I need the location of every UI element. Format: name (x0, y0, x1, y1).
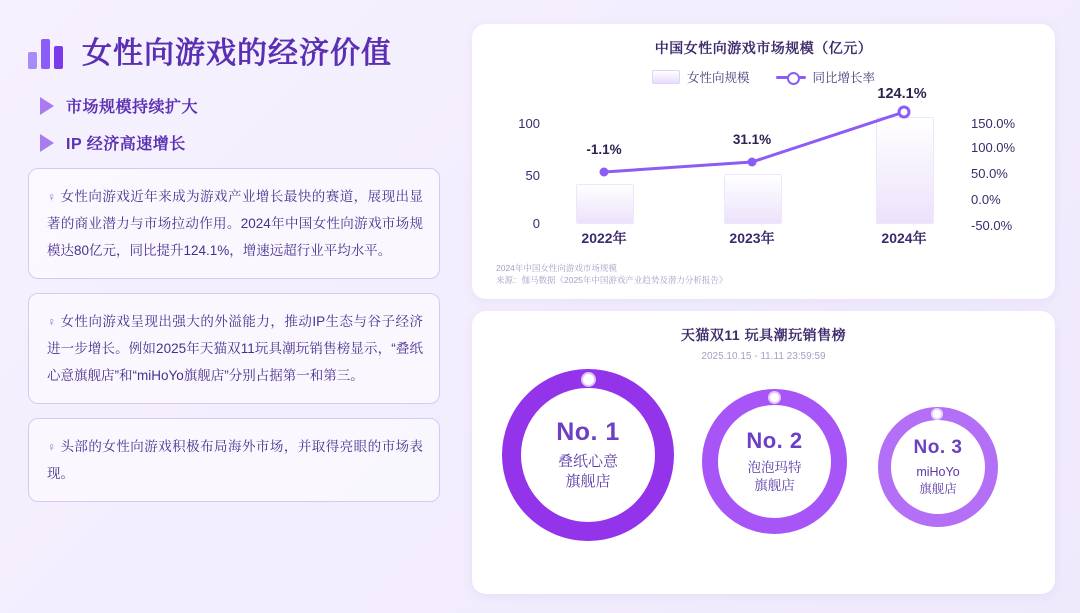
left-column (0, 0, 470, 613)
page-title-row (28, 28, 470, 72)
bullet-label: 市场规模持续扩大 (66, 99, 199, 116)
tmall-ranking-card (472, 311, 1055, 594)
left-axis-tick: 0 (532, 216, 540, 231)
rank-label-2: No. 2 (746, 427, 803, 453)
x-label-2023: 2023年 (729, 230, 775, 246)
ring-marker-dot-icon (933, 410, 941, 418)
x-label-2024: 2024年 (881, 230, 927, 246)
rank-label-3: No. 3 (913, 436, 963, 458)
ring-marker-dot-icon (770, 393, 779, 402)
rank-ring-2 (702, 389, 847, 534)
info-card-text: ♀ 女性向游戏近年来成为游戏产业增长最快的赛道，展现出显著的商业潜力与市场拉动作用。2024年中国女性向游戏市场规模达80亿元，同比提升124.1%，增速远超行业平均水平。 (47, 189, 424, 258)
ranking-title: 天猫双11 玩具潮玩销售榜 (680, 327, 847, 343)
right-axis-tick: 100.0% (971, 140, 1016, 155)
x-label-2022: 2022年 (581, 230, 627, 246)
info-card (28, 168, 440, 279)
triangle-bullet-icon (40, 134, 54, 152)
rank-ring-3 (878, 407, 998, 527)
info-card-text: ♀ 头部的女性向游戏积极布局海外市场，并取得亮眼的市场表现。 (47, 439, 424, 481)
chart-source (496, 262, 727, 288)
chart-plot-area (488, 86, 1039, 246)
data-labels (546, 86, 961, 224)
right-axis-tick: -50.0% (971, 218, 1013, 233)
left-axis-tick: 50 (525, 168, 540, 183)
rank-ring-1 (502, 369, 674, 541)
page-title: 女性向游戏的经济价值 (82, 37, 392, 70)
bullet-label: IP 经济高速增长 (66, 136, 186, 153)
right-axis-tick: 0.0% (971, 192, 1001, 207)
right-axis-tick: 50.0% (971, 166, 1008, 181)
data-label-2022: -1.1% (586, 142, 622, 157)
market-size-chart-card (472, 24, 1055, 299)
bullet-item (40, 94, 470, 117)
ranking-rings (472, 369, 1055, 584)
rank-store-2: 泡泡玛特 旗舰店 (747, 459, 802, 493)
rank-store-1: 叠纸心意 旗舰店 (557, 452, 618, 490)
chart-source-line-1: 2024年中国女性向游戏市场规模 (496, 262, 617, 273)
bullet-item (40, 131, 470, 154)
info-card (28, 293, 440, 404)
rank-label-1: No. 1 (556, 417, 620, 446)
triangle-bullet-icon (40, 97, 54, 115)
legend-item-bar (652, 68, 750, 86)
chart-source-line-2: 来源：伽马数据《2025年中国游戏产业趋势及潜力分析报告》 (496, 275, 728, 286)
bullet-list (28, 94, 470, 154)
right-axis (965, 94, 1039, 244)
data-label-2024: 124.1% (877, 86, 927, 102)
legend-bar-swatch-icon (652, 70, 680, 84)
chart-title: 中国女性向游戏市场规模（亿元） (654, 40, 873, 56)
female-symbol-icon: ♀ (47, 315, 57, 329)
legend-item-line (776, 68, 876, 86)
left-axis (494, 94, 540, 244)
rank-store-3: miHoYo 旗舰店 (916, 464, 960, 496)
right-axis-tick: 150.0% (971, 116, 1016, 131)
legend-bar-label: 女性向规模 (686, 71, 750, 85)
left-axis-tick: 100 (518, 116, 540, 131)
x-axis-labels (546, 228, 961, 250)
info-card-text: ♀ 女性向游戏呈现出强大的外溢能力，推动IP生态与谷子经济进一步增长。例如2025年天猫双11玩具潮玩销售榜显示，“叠纸心意旗舰店”和“miHoYo旗舰店”分别占据第一和第三。 (47, 314, 423, 383)
bar-chart-icon (28, 31, 68, 69)
female-symbol-icon: ♀ (47, 190, 57, 204)
legend-line-swatch-icon (776, 71, 806, 83)
chart-legend (472, 68, 1055, 86)
legend-line-label: 同比增长率 (812, 71, 876, 85)
ranking-subtitle: 2025.10.15 - 11.11 23:59:59 (701, 351, 826, 362)
ring-marker-dot-icon (583, 374, 594, 385)
info-card (28, 418, 440, 502)
data-label-2023: 31.1% (732, 132, 772, 147)
female-symbol-icon: ♀ (47, 440, 57, 454)
